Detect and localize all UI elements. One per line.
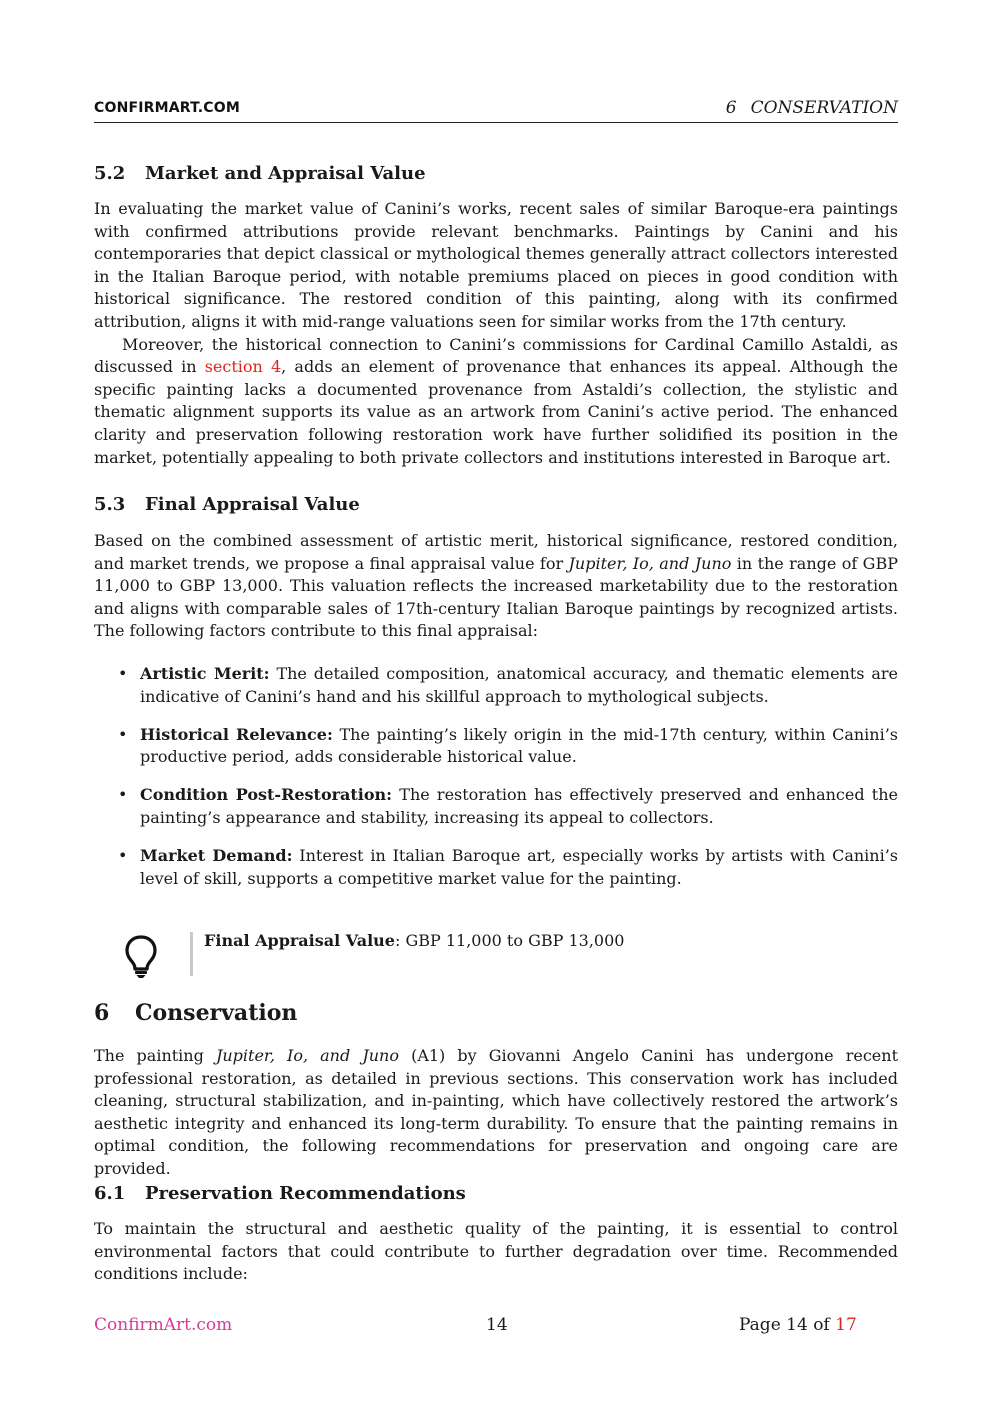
section-heading-5-3 xyxy=(94,494,360,515)
factor-text: The restoration has effectively preserved and enhanced the painting’s appearance and stability, increasing its appeal to collectors. xyxy=(140,785,899,827)
callout-divider xyxy=(190,932,193,976)
list-item xyxy=(94,845,898,890)
list-item xyxy=(94,663,898,708)
total-pages-link[interactable]: 17 xyxy=(835,1315,857,1335)
callout-label: Final Appraisal Value xyxy=(204,931,395,950)
footer-page-count xyxy=(739,1315,857,1335)
paragraph: In evaluating the market value of Canini’s works, recent sales of similar Baroque-era paintings with confirmed attributions provide relevant benchmarks. Paintings by Canini and his contemporaries that depict classical or mythological themes generally attract collectors interested in the Italian Baroque period, with notable premiums placed on pieces in good condition with historical significance. The restored condition of this painting, along with its confirmed attribution, aligns it with mid-range valuations seen for similar works from the 17th century. xyxy=(94,199,898,331)
artwork-title: Jupiter, Io, and Juno xyxy=(215,1046,399,1065)
running-head xyxy=(726,98,898,118)
section-heading-5-2 xyxy=(94,163,426,184)
section-title: Conservation xyxy=(135,1000,298,1026)
section-5-3-body xyxy=(94,530,898,643)
factor-term: Artistic Merit: xyxy=(140,664,270,683)
bullet: • xyxy=(118,724,128,744)
paragraph-text: The painting xyxy=(94,1046,216,1065)
site-logo: CONFIRMART.COM xyxy=(94,100,241,116)
bullet: • xyxy=(118,664,128,683)
bullet: • xyxy=(118,846,128,866)
section-heading-6-1 xyxy=(94,1183,466,1204)
bullet: • xyxy=(118,785,128,805)
section-4-link[interactable]: section 4 xyxy=(204,357,282,377)
paragraph-text: (A1) by Giovanni Angelo Canini has undergone recent professional restoration, as detailed in previous sections. This conservation work has included cleaning, structural stabilization, and in-painting, which have collectively restored the artwork’s aesthetic integrity and enhanced its long-term durability. To ensure that the painting remains in optimal condition, the following recommendations for preservation and ongoing care are provided. xyxy=(94,1046,899,1178)
factor-text: The painting’s likely origin in the mid-17th century, within Canini’s productive period, adds considerable historical value. xyxy=(140,724,898,767)
lightbulb-icon xyxy=(124,934,158,978)
section-title: Preservation Recommendations xyxy=(145,1183,466,1204)
section-6-body xyxy=(94,1045,898,1181)
paragraph-text: Moreover, the historical connection to Canini’s commissions for Cardinal Camillo Astaldi, as discussed in xyxy=(94,334,898,377)
footer-page-number: 14 xyxy=(486,1315,508,1335)
factor-term: Historical Relevance: xyxy=(140,724,333,744)
paragraph-text: Based on the combined assessment of artistic merit, historical significance, restored condition, and market trends, we propose a final appraisal value for xyxy=(94,531,898,573)
appraisal-callout xyxy=(94,930,898,980)
list-item xyxy=(94,724,898,769)
factor-term: Condition Post-Restoration: xyxy=(140,785,393,805)
section-6-1-body xyxy=(94,1218,898,1286)
document-page xyxy=(94,0,898,1404)
paragraph xyxy=(94,530,898,643)
factor-text: The detailed composition, anatomical accuracy, and thematic elements are indicative of Canini’s hand and his skillful approach to mythological subjects. xyxy=(140,664,899,706)
page-label: Page 14 of xyxy=(739,1315,836,1335)
section-number: 5.3 xyxy=(94,494,126,515)
section-title: Market and Appraisal Value xyxy=(145,163,426,184)
callout-text xyxy=(204,930,624,953)
section-heading-6 xyxy=(94,1000,297,1026)
paragraph xyxy=(94,334,898,470)
paragraph-text: in the range of GBP 11,000 to GBP 13,000. This valuation reflects the increased marketability due to the restoration and aligns with comparable sales of 17th-century Italian Baroque paintings by recognized artists. The following factors contribute to this final appraisal: xyxy=(94,553,898,641)
paragraph-text: , adds an element of provenance that enhances its appeal. Although the specific painting lacks a documented provenance from Astaldi’s collection, the stylistic and thematic alignment supports its value as an artwork from Canini’s active period. The enhanced clarity and preservation following restoration work have further solidified its position in the market, potentially appealing to both private collectors and institutions interested in Baroque art. xyxy=(94,357,898,467)
factor-term: Market Demand: xyxy=(140,846,293,866)
section-number: 5.2 xyxy=(94,163,126,184)
running-head-number: 6 xyxy=(725,98,737,118)
section-title: Final Appraisal Value xyxy=(145,494,360,515)
paragraph xyxy=(94,1045,898,1181)
factor-text: Interest in Italian Baroque art, especially works by artists with Canini’s level of skill, supports a competitive market value for the painting. xyxy=(140,846,899,888)
callout-value: : GBP 11,000 to GBP 13,000 xyxy=(394,931,625,950)
footer-site-link[interactable]: ConfirmArt.com xyxy=(94,1315,233,1335)
section-number: 6.1 xyxy=(94,1183,126,1204)
page-header xyxy=(94,97,898,123)
section-number: 6 xyxy=(94,1000,110,1026)
running-head-title: CONSERVATION xyxy=(750,98,898,118)
artwork-title: Jupiter, Io, and Juno xyxy=(568,553,732,573)
appraisal-factors-list xyxy=(94,663,898,906)
paragraph: To maintain the structural and aesthetic quality of the painting, it is essential to control environmental factors that could contribute to further degradation over time. Recommended conditions include: xyxy=(94,1219,898,1284)
list-item xyxy=(94,784,898,829)
section-5-2-body xyxy=(94,198,898,469)
